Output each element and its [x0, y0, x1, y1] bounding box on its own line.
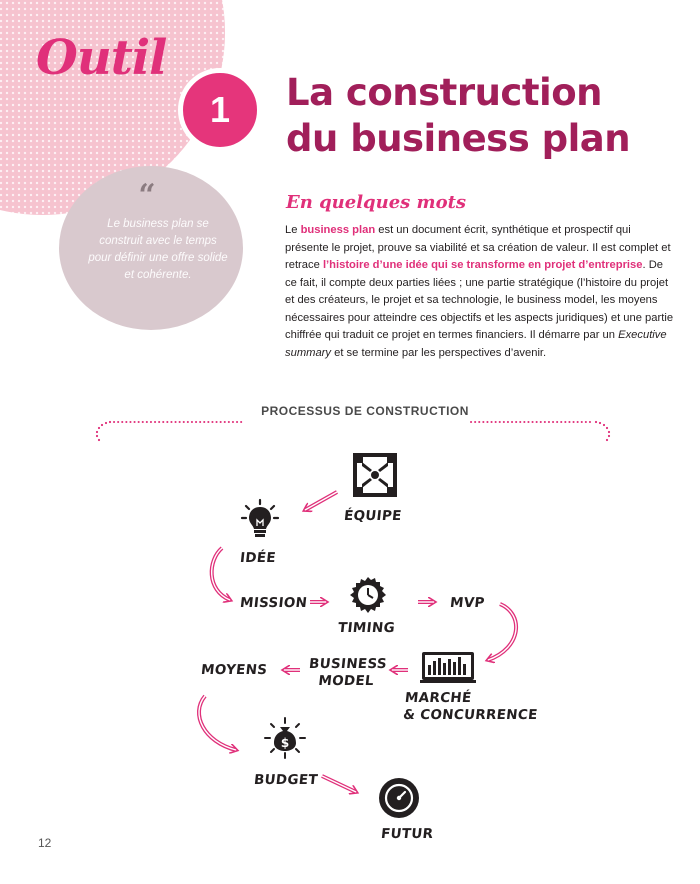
quote-mark-icon: “ — [138, 178, 156, 213]
step-timing: TIMING — [337, 620, 396, 636]
svg-text:$: $ — [280, 736, 290, 750]
step-mission: MISSION — [239, 595, 309, 611]
executive-summary-term: Executive summary — [285, 329, 667, 359]
intro-text: . De ce fait, il compte deux parties liées ; une partie stratégique (l’histoire du projet et des créateurs, le projet et sa technologie, le business model, les moyens nécessaires pour atteindre ces objectifs et les aspects juridiques) et une partie chiffrée qui traduit ce projet en termes financiers. Il démarre par un — [285, 259, 674, 341]
step-marche — [402, 690, 540, 724]
title-line-2: du business plan — [286, 117, 631, 160]
step-business-model — [305, 656, 389, 690]
quote-text: Le business plan se construit avec le temps pour définir une offre solide et cohérente. — [88, 218, 228, 281]
step-marche-line1: MARCHÉ — [404, 690, 473, 706]
step-marche-line2: & CONCURRENCE — [402, 707, 539, 723]
chapter-number-badge: 1 — [178, 68, 262, 152]
step-business-model-line1: BUSINESS — [308, 656, 388, 672]
intro-text: est un document écrit, synthétique et prospectif qui présente le projet, prouve sa viabilité et sa création de valeur. Il est complet et retrace — [285, 224, 671, 271]
step-idee: IDÉE — [239, 550, 277, 566]
highlight-histoire: l’histoire d’une idée qui se transforme en projet d’entreprise — [322, 259, 643, 271]
step-moyens: MOYENS — [200, 662, 269, 678]
page-number: 12 — [38, 836, 52, 850]
intro-text: Le — [285, 224, 301, 236]
intro-text: et se termine par les perspectives d’avenir. — [331, 346, 547, 359]
step-mvp: MVP — [449, 595, 486, 611]
process-section-label: PROCESSUS DE CONSTRUCTION — [261, 404, 469, 418]
step-futur: FUTUR — [380, 826, 435, 842]
title-line-1: La construction — [286, 71, 602, 114]
step-budget: BUDGET — [253, 772, 319, 788]
step-equipe: ÉQUIPE — [343, 508, 403, 524]
highlight-business-plan: business plan — [300, 224, 376, 236]
section-subheading: En quelques mots — [286, 192, 467, 213]
tool-label: Outil — [36, 30, 167, 86]
step-business-model-line2: MODEL — [317, 673, 375, 689]
